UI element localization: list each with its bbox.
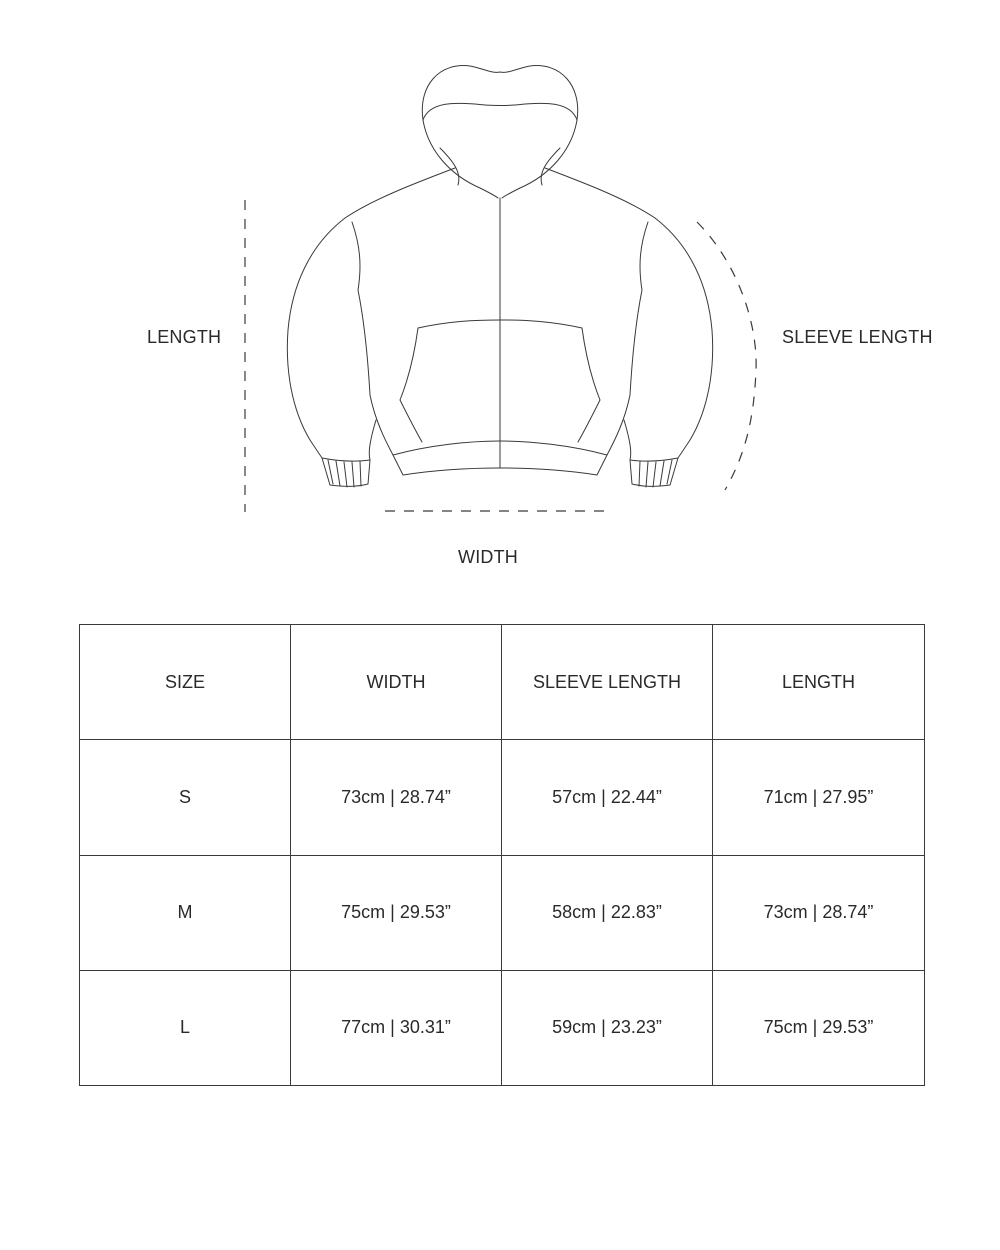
width-cell: 75cm | 29.53” <box>291 855 502 970</box>
body-left-side <box>370 395 393 455</box>
header-width: WIDTH <box>291 625 502 740</box>
length-label: LENGTH <box>147 327 222 347</box>
hood-right-inner <box>541 148 560 185</box>
hood-right <box>502 120 577 198</box>
left-sleeve-inner <box>369 420 376 460</box>
size-cell: L <box>80 970 291 1085</box>
length-cell: 71cm | 27.95” <box>713 740 925 855</box>
table-row <box>80 740 925 855</box>
size-cell: M <box>80 855 291 970</box>
width-label: WIDTH <box>458 547 518 567</box>
table-header-row <box>80 625 925 740</box>
header-length: LENGTH <box>713 625 925 740</box>
sleeve-length-cell: 57cm | 22.44” <box>502 740 713 855</box>
length-cell: 73cm | 28.74” <box>713 855 925 970</box>
hood-opening <box>423 103 577 120</box>
hood-left <box>423 120 498 198</box>
sleeve-length-label: SLEEVE LENGTH <box>782 327 933 347</box>
left-armhole <box>352 222 370 395</box>
sleeve-length-cell: 58cm | 22.83” <box>502 855 713 970</box>
body-right-side <box>607 395 630 455</box>
length-cell: 75cm | 29.53” <box>713 970 925 1085</box>
right-sleeve-outer <box>655 218 713 458</box>
width-cell: 77cm | 30.31” <box>291 970 502 1085</box>
right-shoulder <box>545 168 655 218</box>
header-size: SIZE <box>80 625 291 740</box>
hood-outline <box>422 66 577 120</box>
size-chart-table <box>79 624 925 1086</box>
table-row <box>80 970 925 1085</box>
hoodie-illustration <box>0 0 1000 600</box>
right-sleeve-inner <box>624 420 631 460</box>
left-sleeve-outer <box>287 218 345 458</box>
header-sleeve-length: SLEEVE LENGTH <box>502 625 713 740</box>
table-row <box>80 855 925 970</box>
width-cell: 73cm | 28.74” <box>291 740 502 855</box>
size-cell: S <box>80 740 291 855</box>
left-shoulder <box>345 168 455 218</box>
sleeve-length-cell: 59cm | 23.23” <box>502 970 713 1085</box>
sleeve-guide <box>697 222 756 490</box>
hood-left-inner <box>440 148 459 185</box>
right-armhole <box>630 222 648 395</box>
